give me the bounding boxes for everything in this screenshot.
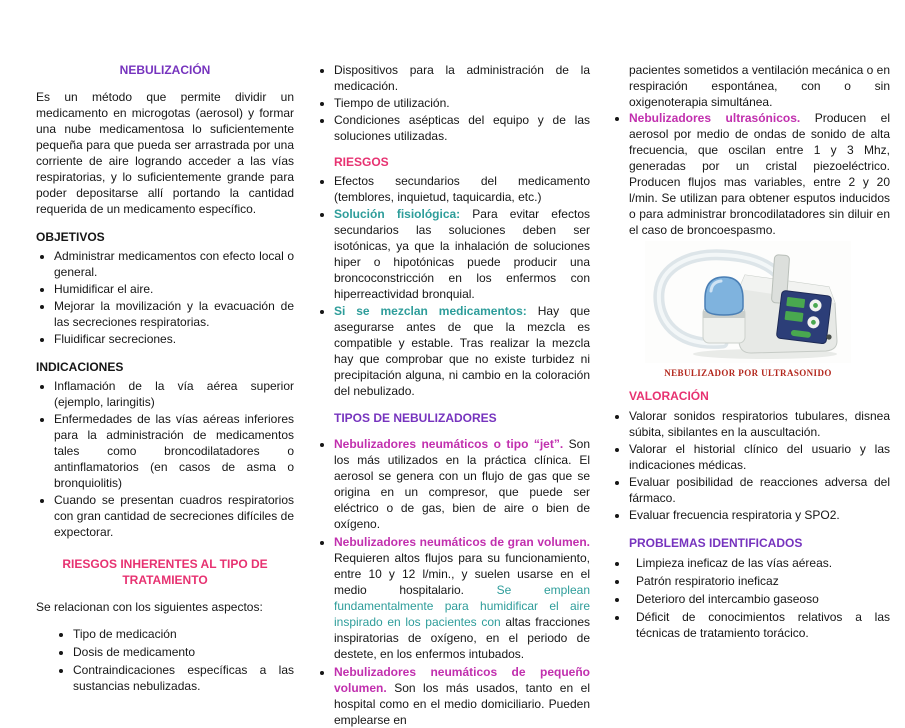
list-item: • Fluidificar secreciones.	[54, 331, 294, 347]
riesgos-tratamiento-lead: Se relacionan con los siguientes aspectos:	[36, 600, 263, 614]
riesgos-tratamiento-heading: RIESGOS INHERENTES AL TIPO DE TRATAMIENTO	[62, 557, 268, 587]
list-item: • Tiempo de utilización.	[334, 95, 590, 111]
list-item: • Enfermedades de las vías aéreas inferiores para la administración de medicamentos tales como broncodilatadores o antinflamatorios (en casos de asma o bronquiolitis)	[54, 411, 294, 491]
list-item: • Mejorar la movilización y la evacuación de las secreciones respiratorias.	[54, 298, 294, 330]
aspectos-list	[316, 62, 590, 144]
list-item: • Deterioro del intercambio gaseoso	[629, 591, 890, 607]
riesgos-list	[316, 173, 590, 399]
term-solucion-fisiologica: Solución fisiológica:	[334, 207, 461, 221]
term-nebulizador-gran-volumen: Nebulizadores neumáticos de gran volumen.	[334, 535, 590, 549]
indicaciones-list	[36, 378, 294, 540]
list-item	[334, 436, 590, 532]
list-item	[334, 534, 590, 662]
intro-paragraph: Es un método que permite dividir un medicamento en microgotas (aerosol) y formar una nube medicamentosa lo suficientemente pequeña para que pueda ser arrastrada por una corriente de aire logrando acceder a las vías respiratorias, y lo suficientemente grande para poder depositarse allí portando la cantidad requerida de un medicamento específico.	[36, 90, 294, 216]
list-item: • Patrón respiratorio ineficaz	[629, 573, 890, 589]
term-nebulizador-pequeno-volumen: Nebulizadores neumáticos de pequeño volumen.	[334, 665, 590, 695]
list-item: • Valorar el historial clínico del usuario y las indicaciones médicas.	[629, 441, 890, 473]
term-gran-volumen-teal-span: Se emplean fundamentalmente para humidificar el aire inspirado en los pacientes con	[334, 583, 590, 629]
term-nebulizador-jet: Nebulizadores neumáticos o tipo “jet”.	[334, 437, 564, 451]
list-item: • Valorar sonidos respiratorios tubulares, disnea súbita, sibilantes en la auscultación.	[629, 408, 890, 440]
indicaciones-heading: INDICACIONES	[36, 360, 124, 374]
list-item	[334, 206, 590, 302]
nebulizer-image	[645, 241, 851, 363]
valoracion-heading: VALORACIÓN	[629, 389, 709, 403]
list-item: • Déficit de conocimientos relativos a las técnicas de tratamiento torácico.	[629, 609, 890, 641]
list-item	[334, 303, 590, 399]
list-item	[629, 110, 890, 238]
list-item: • Condiciones asépticas del equipo y de las soluciones utilizadas.	[334, 112, 590, 144]
list-item: • Efectos secundarios del medicamento (temblores, inquietud, taquicardia, etc.)	[334, 173, 590, 205]
objetivos-heading: OBJETIVOS	[36, 230, 105, 244]
term-gran-volumen-text-2: altas fracciones inspiratorias de oxígeno, en el periodo de destete, en los enfermos intubados.	[334, 615, 590, 661]
riesgos-heading: RIESGOS	[334, 155, 389, 169]
nebulizer-figure	[645, 241, 851, 379]
tipos-list	[316, 436, 590, 728]
term-nebulizador-ultrasonico: Nebulizadores ultrasónicos.	[629, 111, 801, 125]
term-mezcla-medicamentos: Si se mezclan medicamentos:	[334, 304, 527, 318]
column-left	[36, 62, 294, 693]
list-item: • Evaluar frecuencia respiratoria y SPO2.	[629, 507, 890, 523]
list-item: • Evaluar posibilidad de reacciones adversa del fármaco.	[629, 474, 890, 506]
list-item: • Administrar medicamentos con efecto local o general.	[54, 248, 294, 280]
term-nebulizador-jet-text: Son los más utilizados en la práctica clínica. El aerosol se genera con un flujo de gas que se origina en un compresor, que puede ser eléctrico o de gas, bien de aire o bien de oxígeno.	[334, 437, 590, 531]
riesgos-tratamiento-list	[36, 626, 294, 694]
doc-title: NEBULIZACIÓN	[119, 63, 211, 77]
list-item: • Cuando se presentan cuadros respiratorios con gran cantidad de secreciones difíciles de expectorar.	[54, 492, 294, 540]
objetivos-list	[36, 248, 294, 347]
list-item	[334, 664, 590, 728]
valoracion-list	[612, 408, 890, 523]
term-solucion-fisiologica-text: Para evitar efectos secundarios las soluciones deben ser isotónicas, ya que la inhalación de soluciones hiper o hipotónicas puede producir una broncoconstricción en los enfermos con hiperreactividad bronquial.	[334, 207, 590, 301]
column-middle	[316, 62, 590, 727]
term-gran-volumen-text-1: Requieren altos flujos para su funcionamiento, entre 10 y 12 l/min., y suelen usarse en el medio hospitalario.	[334, 551, 590, 597]
list-item: • Humidificar el aire.	[54, 281, 294, 297]
tipos-heading: TIPOS DE NEBULIZADORES	[334, 411, 497, 425]
problemas-heading: PROBLEMAS IDENTIFICADOS	[629, 536, 803, 550]
list-item: • Contraindicaciones específicas a las sustancias nebulizadas.	[73, 662, 294, 694]
figure-caption: NEBULIZADOR POR ULTRASONIDO	[664, 368, 832, 378]
list-item: • Dosis de medicamento	[73, 644, 294, 660]
list-item: • Inflamación de la vía aérea superior (ejemplo, laringitis)	[54, 378, 294, 410]
term-pequeno-volumen-text: Son los más usados, tanto en el hospital como en el medio domiciliario. Pueden emplearse en	[334, 681, 590, 727]
column-right	[612, 62, 890, 640]
term-mezcla-medicamentos-text: Hay que asegurarse antes de que la mezcla es compatible y estable. Tras realizar la mezcla hay que comprobar que no existe turbidez ni precipitación alguna, ni cambio en la coloración del nebulizado.	[334, 304, 590, 398]
term-ultrasonico-text: Producen el aerosol por medio de ondas de sonido de alta frecuencia, que oscilan entre 1 y 3 Mhz, generadas por un cristal piezoeléctrico. Producen flujos mas variables, entre 2 y 20 l/min. Se utilizan para obtener esputos inducidos o para administrar broncodilatadores sin diluir en el caso de broncoespasmo.	[629, 111, 890, 237]
list-item: • Dispositivos para la administración de la medicación.	[334, 62, 590, 94]
ultrasonicos-list	[612, 110, 890, 238]
continuation-paragraph: pacientes sometidos a ventilación mecánica o en respiración espontánea, con o sin oxigenoterapia simultánea.	[629, 63, 890, 109]
list-item: • Tipo de medicación	[73, 626, 294, 642]
list-item: • Limpieza ineficaz de las vías aéreas.	[629, 555, 890, 571]
problemas-list	[612, 555, 890, 641]
